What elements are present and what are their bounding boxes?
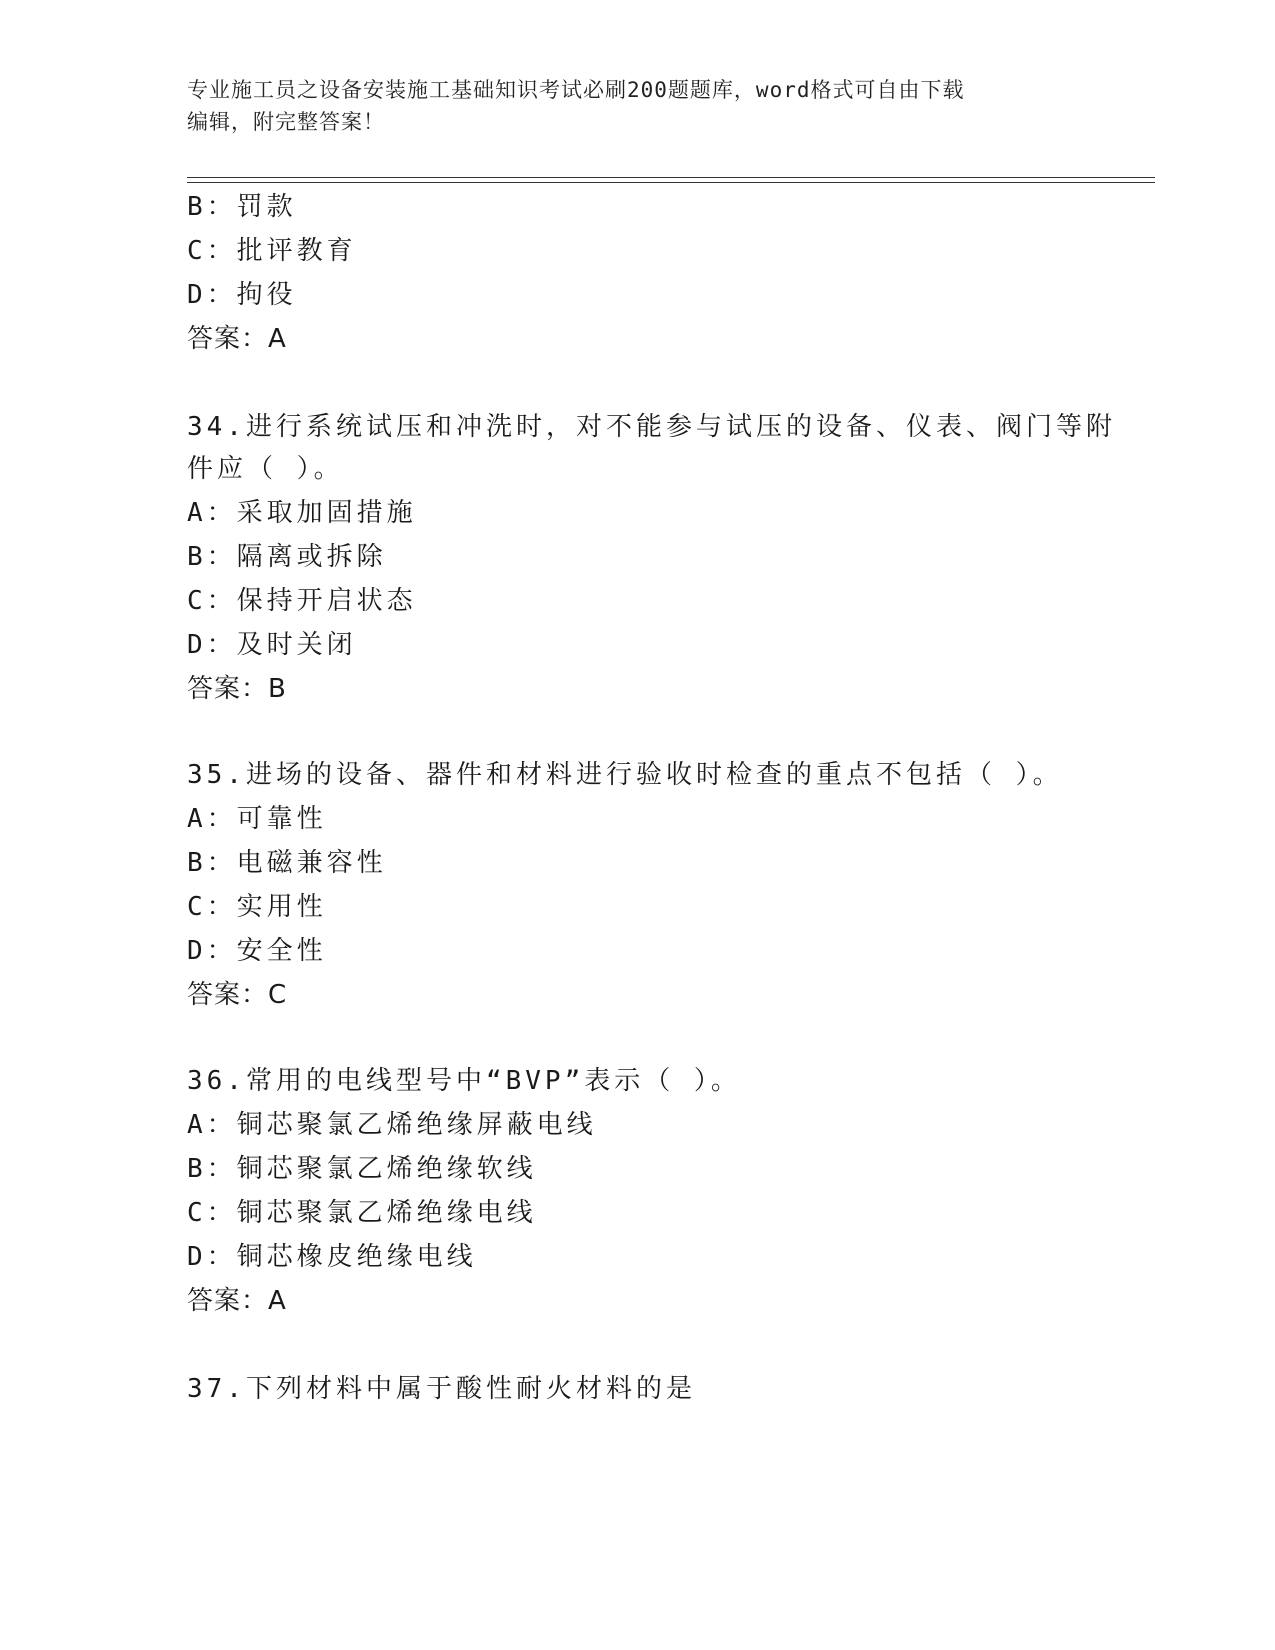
q36-answer: 答案：A [187,1286,287,1316]
header-rule-bottom [187,182,1155,183]
q36-question-line-1: 36.常用的电线型号中“BVP”表示（ ）。 [187,1066,741,1096]
q34-question-line-2: 件应（ ）。 [187,454,344,484]
header-rule-top [187,177,1155,178]
q36-option-b: B：铜芯聚氯乙烯绝缘软线 [187,1154,537,1184]
q35-question-line-1: 35.进场的设备、器件和材料进行验收时检查的重点不包括（ ）。 [187,760,1063,790]
q36-option-a: A：铜芯聚氯乙烯绝缘屏蔽电线 [187,1110,597,1140]
q34-option-b: B：隔离或拆除 [187,542,387,572]
q36-option-c: C：铜芯聚氯乙烯绝缘电线 [187,1198,537,1228]
q33-option-d: D：拘役 [187,280,297,310]
q34-option-c: C：保持开启状态 [187,586,417,616]
q34-option-d: D：及时关闭 [187,630,357,660]
document-header [187,74,1087,138]
q34-option-a: A：采取加固措施 [187,498,417,528]
q36-option-d: D：铜芯橡皮绝缘电线 [187,1242,477,1272]
q35-answer: 答案：C [187,980,288,1010]
q33-answer: 答案：A [187,324,287,354]
q35-option-a: A：可靠性 [187,804,327,834]
q34-question-line-1: 34.进行系统试压和冲洗时，对不能参与试压的设备、仪表、阀门等附 [187,412,1116,442]
q34-answer: 答案：B [187,674,287,704]
q33-option-c: C：批评教育 [187,236,357,266]
q35-option-b: B：电磁兼容性 [187,848,387,878]
header-line-1: 专业施工员之设备安装施工基础知识考试必刷200题题库，word格式可自由下载 [187,78,965,102]
q35-option-d: D：安全性 [187,936,327,966]
header-line-2: 编辑，附完整答案！ [187,110,385,134]
q35-option-c: C：实用性 [187,892,327,922]
q33-option-b: B：罚款 [187,192,297,222]
q37-question-line-1: 37.下列材料中属于酸性耐火材料的是 [187,1374,696,1404]
